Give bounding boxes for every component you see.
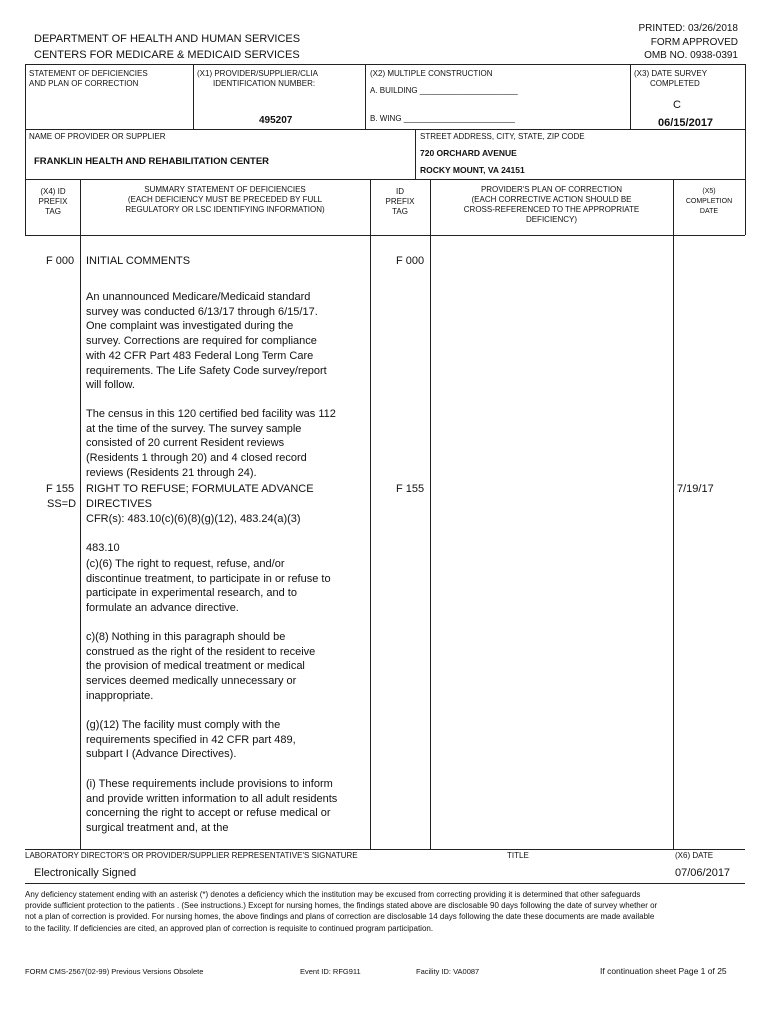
regulation-c8-paragraph: c)(8) Nothing in this paragraph should be construed as the right of the resident to receive the provision of medical treatment or medical services deemed medically unnecessary or inappropriate. [86, 631, 316, 702]
department-title: DEPARTMENT OF HEALTH AND HUMAN SERVICES [34, 33, 301, 45]
x4-header: (X4) ID PREFIX TAG [38, 187, 68, 216]
event-id: Event ID: RFG911 [300, 967, 361, 976]
signature-date: 07/06/2017 [675, 867, 731, 879]
x1-label: (X1) PROVIDER/SUPPLIER/CLIA [197, 69, 318, 78]
survey-completed-date: 06/15/2017 [658, 117, 714, 129]
statement-label-2: AND PLAN OF CORRECTION [29, 79, 139, 88]
f155-title-line1: RIGHT TO REFUSE; FORMULATE ADVANCE [86, 483, 314, 495]
regulation-number: 483.10 [86, 542, 120, 554]
x2-label: (X2) MULTIPLE CONSTRUCTION [370, 69, 493, 78]
signature-label: LABORATORY DIRECTOR'S OR PROVIDER/SUPPLIER REPRESENTATIVE'S SIGNATURE [25, 851, 358, 860]
tag-f000: F 000 [46, 255, 75, 267]
omb-number: OMB NO. 0938-0391 [644, 50, 738, 61]
x3-label-2: COMPLETED [650, 79, 700, 88]
statement-label: STATEMENT OF DEFICIENCIES [29, 69, 148, 78]
title-label: TITLE [507, 851, 529, 860]
form-approved: FORM APPROVED [650, 37, 738, 48]
address-label: STREET ADDRESS, CITY, STATE, ZIP CODE [420, 132, 585, 141]
facility-id: Facility ID: VA0087 [416, 967, 480, 976]
tag-f155: F 155 [46, 483, 75, 495]
plan-header: PROVIDER'S PLAN OF CORRECTION (EACH CORRECTIVE ACTION SHOULD BE CROSS-REFERENCED TO THE APPROPRIATE DEFICIENCY) [463, 185, 640, 224]
initial-comments-title: INITIAL COMMENTS [86, 255, 191, 267]
electronic-signature: Electronically Signed [34, 867, 137, 879]
scope-severity: SS=D [47, 498, 77, 510]
id-tag-f000: F 000 [396, 255, 425, 267]
id-header: ID PREFIX TAG [385, 187, 415, 216]
form-number: FORM CMS-2567(02-99) Previous Versions Obsolete [25, 967, 204, 976]
census-paragraph: The census in this 120 certified bed facility was 112 at the time of the survey. The survey sample consisted of 20 current Resident reviews (Residents 1 through 20) and 4 closed record reviews (Residents 21 through 24). [86, 408, 336, 479]
building-field: A. BUILDING ______________________ [370, 86, 518, 95]
x1-label-2: IDENTIFICATION NUMBER: [213, 79, 316, 88]
f155-title-line2: DIRECTIVES [86, 498, 153, 510]
comments-paragraph: An unannounced Medicare/Medicaid standard survey was conducted 6/13/17 through 6/15/17. One complaint was investigated during the survey. Corrections are required for compliance with 42 CFR Part 483 Federal Long Term Care requirements. The Life Safety Code survey/report will follow. [86, 291, 327, 392]
street-address: 720 ORCHARD AVENUE [420, 148, 517, 158]
printed-date: PRINTED: 03/26/2018 [638, 23, 738, 34]
agency-title: CENTERS FOR MEDICARE & MEDICAID SERVICES [34, 49, 300, 61]
f155-completion-date: 7/19/17 [677, 483, 714, 495]
provider-id-number: 495207 [259, 115, 293, 126]
x5-header: (X5) COMPLETION DATE [685, 188, 733, 215]
regulation-c6-paragraph: (c)(6) The right to request, refuse, and/or discontinue treatment, to participate in or refuse to participate in experimental research, and to formulate an advance directive. [86, 558, 331, 615]
provider-name: FRANKLIN HEALTH AND REHABILITATION CENTER [34, 156, 270, 167]
page-number: If continuation sheet Page 1 of 25 [600, 966, 727, 976]
x3-label: (X3) DATE SURVEY [634, 69, 708, 78]
regulation-g12-paragraph: (g)(12) The facility must comply with the requirements specified in 42 CFR part 489, subpart I (Advance Directives). [86, 719, 296, 761]
provider-name-label: NAME OF PROVIDER OR SUPPLIER [29, 132, 166, 141]
id-tag-f155: F 155 [396, 483, 425, 495]
summary-header: SUMMARY STATEMENT OF DEFICIENCIES (EACH DEFICIENCY MUST BE PRECEDED BY FULL REGULATORY OR LSC IDENTIFYING INFORMATION) [125, 185, 325, 214]
f155-cfr: CFR(s): 483.10(c)(6)(8)(g)(12), 483.24(a)(3) [86, 513, 301, 525]
wing-field: B. WING _________________________ [370, 114, 516, 123]
signature-date-label: (X6) DATE [675, 851, 714, 860]
survey-letter: C [673, 99, 681, 111]
city-state-zip: ROCKY MOUNT, VA 24151 [420, 165, 525, 175]
disclaimer-text: Any deficiency statement ending with an asterisk (*) denotes a deficiency which the institution may be excused from correcting providing it is determined that other safeguards provide sufficient protection to the patients . (See instructions.) Except for nursing homes, the findings stated above are disclosable 90 days following the date of survey whether or not a plan of correction is provided. For nursing homes, the above findings and plans of correction are disclosable 14 days following the date these documents are made available to the facility. If deficiencies are cited, an approved plan of correction is requisite to continued program participation. [25, 890, 658, 933]
regulation-i-paragraph: (i) These requirements include provisions to inform and provide written information to all adult residents concerning the right to accept or refuse medical or surgical treatment and, at the [86, 778, 338, 835]
